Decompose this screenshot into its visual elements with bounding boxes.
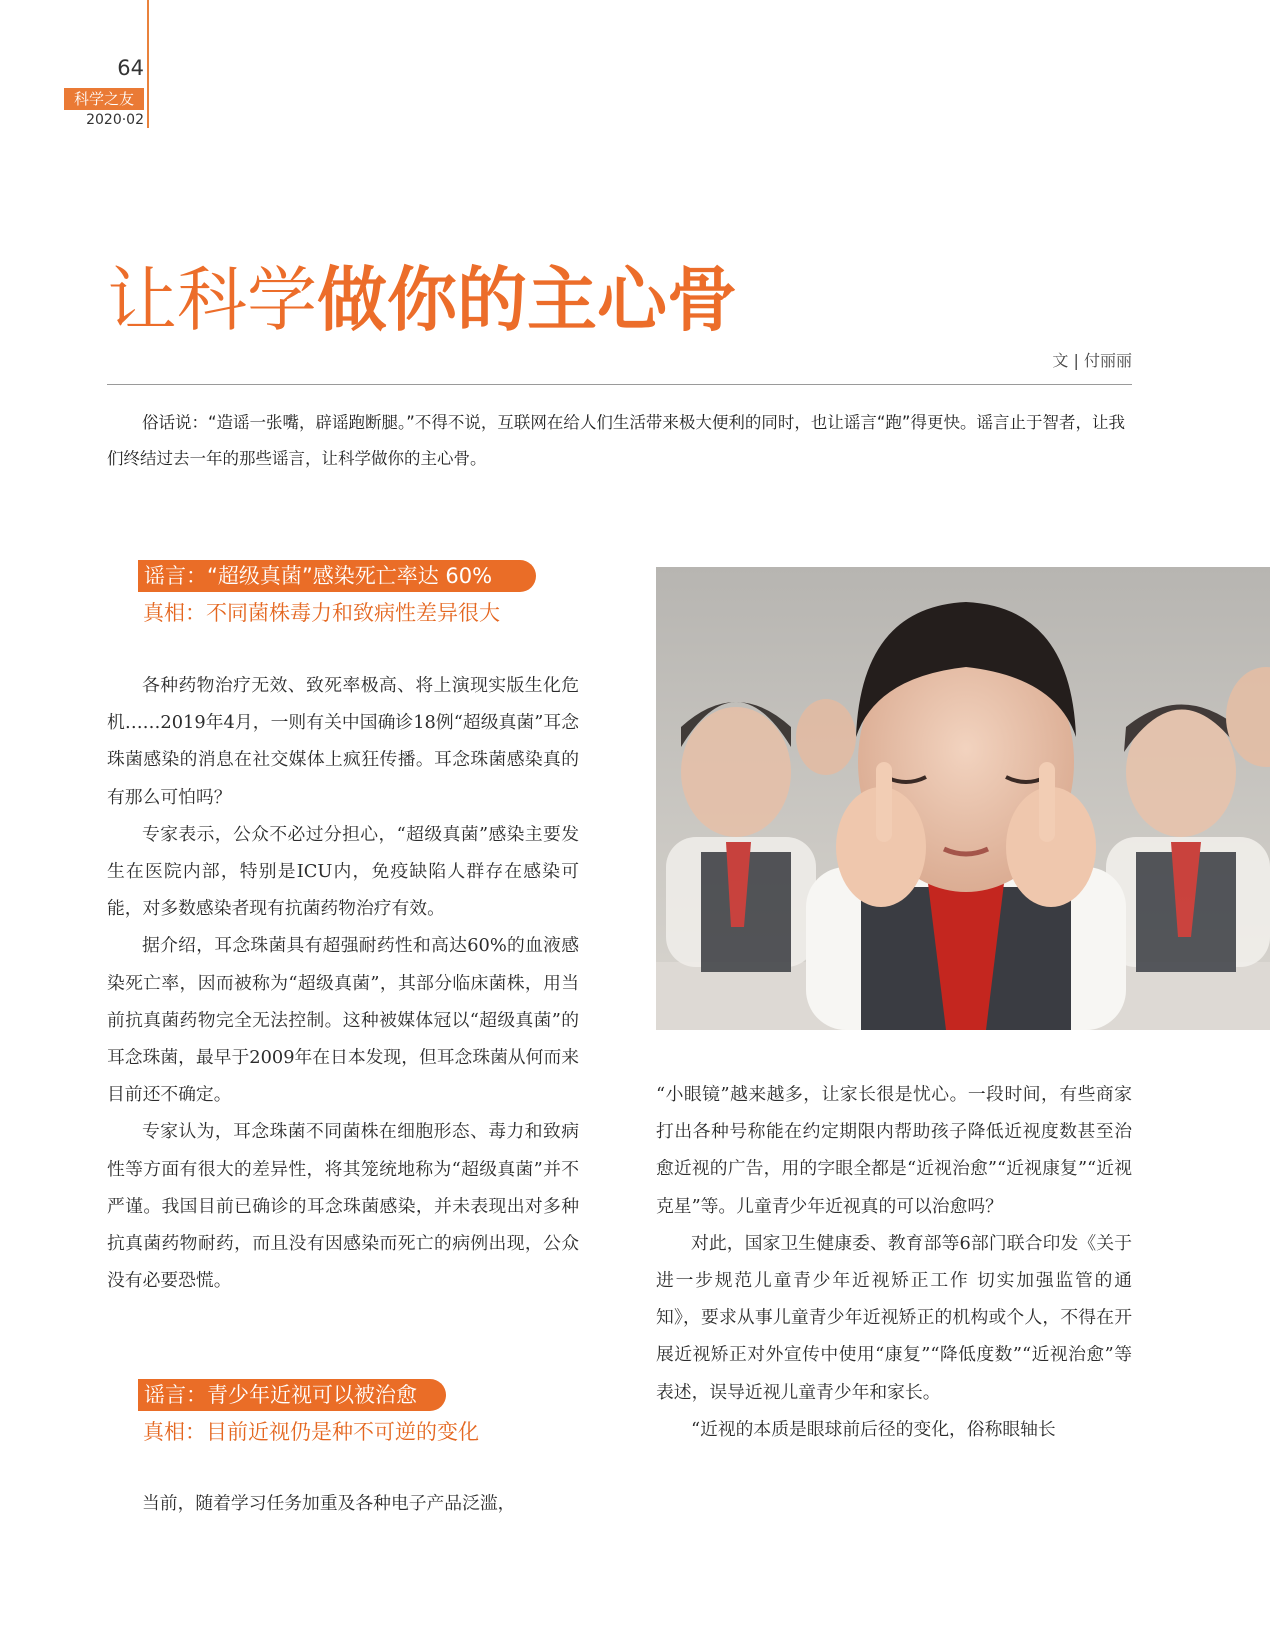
- byline: 文 | 付丽丽: [1052, 351, 1132, 370]
- intro-paragraph: 俗话说：“造谣一张嘴，辟谣跑断腿。”不得不说，互联网在给人们生活带来极大便利的同时，也让谣言“跑”得更快。谣言止于智者，让我们终结过去一年的那些谣言，让科学做你的主心骨。: [107, 413, 1125, 468]
- title-bold: 做你的主心骨: [317, 259, 737, 341]
- body-paragraph: 各种药物治疗无效、致死率极高、将上演现实版生化危机……2019年4月，一则有关中国确诊18例“超级真菌”耳念珠菌感染的消息在社交媒体上疯狂传播。耳念珠菌感染真的有那么可怕吗？: [107, 675, 579, 808]
- left-column: [107, 667, 579, 1299]
- body-paragraph: 专家表示，公众不必过分担心，“超级真菌”感染主要发生在医院内部，特别是ICU内，免疫缺陷人群存在感染可能，对多数感染者现有抗菌药物治疗有效。: [107, 823, 579, 920]
- title-light: 让科学: [107, 259, 317, 341]
- title-rule: [107, 384, 1132, 385]
- section2-rumor-banner: 谣言：青少年近视可以被治愈: [138, 1379, 446, 1411]
- body-paragraph: 据介绍，耳念珠菌具有超强耐药性和高达60%的血液感染死亡率，因而被称为“超级真菌”，其部分临床菌株，用当前抗真菌药物完全无法控制。这种被媒体冠以“超级真菌”的耳念珠菌，最早于2009年在日本发现，但耳念珠菌从何而来目前还不确定。: [107, 935, 580, 1106]
- section2-truth-heading: 真相：目前近视仍是种不可逆的变化: [143, 1420, 479, 1444]
- header-divider: [147, 0, 149, 128]
- magazine-name: 科学之友: [64, 88, 144, 110]
- body-paragraph: “近视的本质是眼球前后径的变化，俗称眼轴长: [691, 1418, 1056, 1440]
- section1-rumor-banner: 谣言：“超级真菌”感染死亡率达 60%: [138, 560, 536, 592]
- body-paragraph: 当前，随着学习任务加重及各种电子产品泛滥，: [142, 1493, 516, 1514]
- body-paragraph: 专家认为，耳念珠菌不同菌株在细胞形态、毒力和致病性等方面有很大的差异性，将其笼统地称为“超级真菌”并不严谨。我国目前已确诊的耳念珠菌感染，并未表现出对多种抗真菌药物耐药，而且没有因感染而死亡的病例出现，公众没有必要恐慌。: [107, 1121, 579, 1292]
- section1-truth-heading: 真相：不同菌株毒力和致病性差异很大: [143, 601, 500, 625]
- page-number: 64: [117, 56, 144, 80]
- body-paragraph: 对此，国家卫生健康委、教育部等6部门联合印发《关于进一步规范儿童青少年近视矫正工作 切实加强监管的通知》，要求从事儿童青少年近视矫正的机构或个人，不得在开展近视矫正对外宣传中使用“康复”“降低度数”“近视治愈”等表述，误导近视儿童青少年和家长。: [656, 1232, 1132, 1403]
- body-paragraph: “小眼镜”越来越多，让家长很是忧心。一段时间，有些商家打出各种号称能在约定期限内帮助孩子降低近视度数甚至治愈近视的广告，用的字眼全都是“近视治愈”“近视康复”“近视克星”等。儿童青少年近视真的可以治愈吗？: [656, 1084, 1132, 1217]
- issue-date: 2020·02: [86, 112, 144, 128]
- article-title: [107, 258, 737, 342]
- right-column: [656, 1076, 1132, 1448]
- left-column-bottom: [107, 1485, 579, 1522]
- eye-exercise-photo: [656, 567, 1270, 1030]
